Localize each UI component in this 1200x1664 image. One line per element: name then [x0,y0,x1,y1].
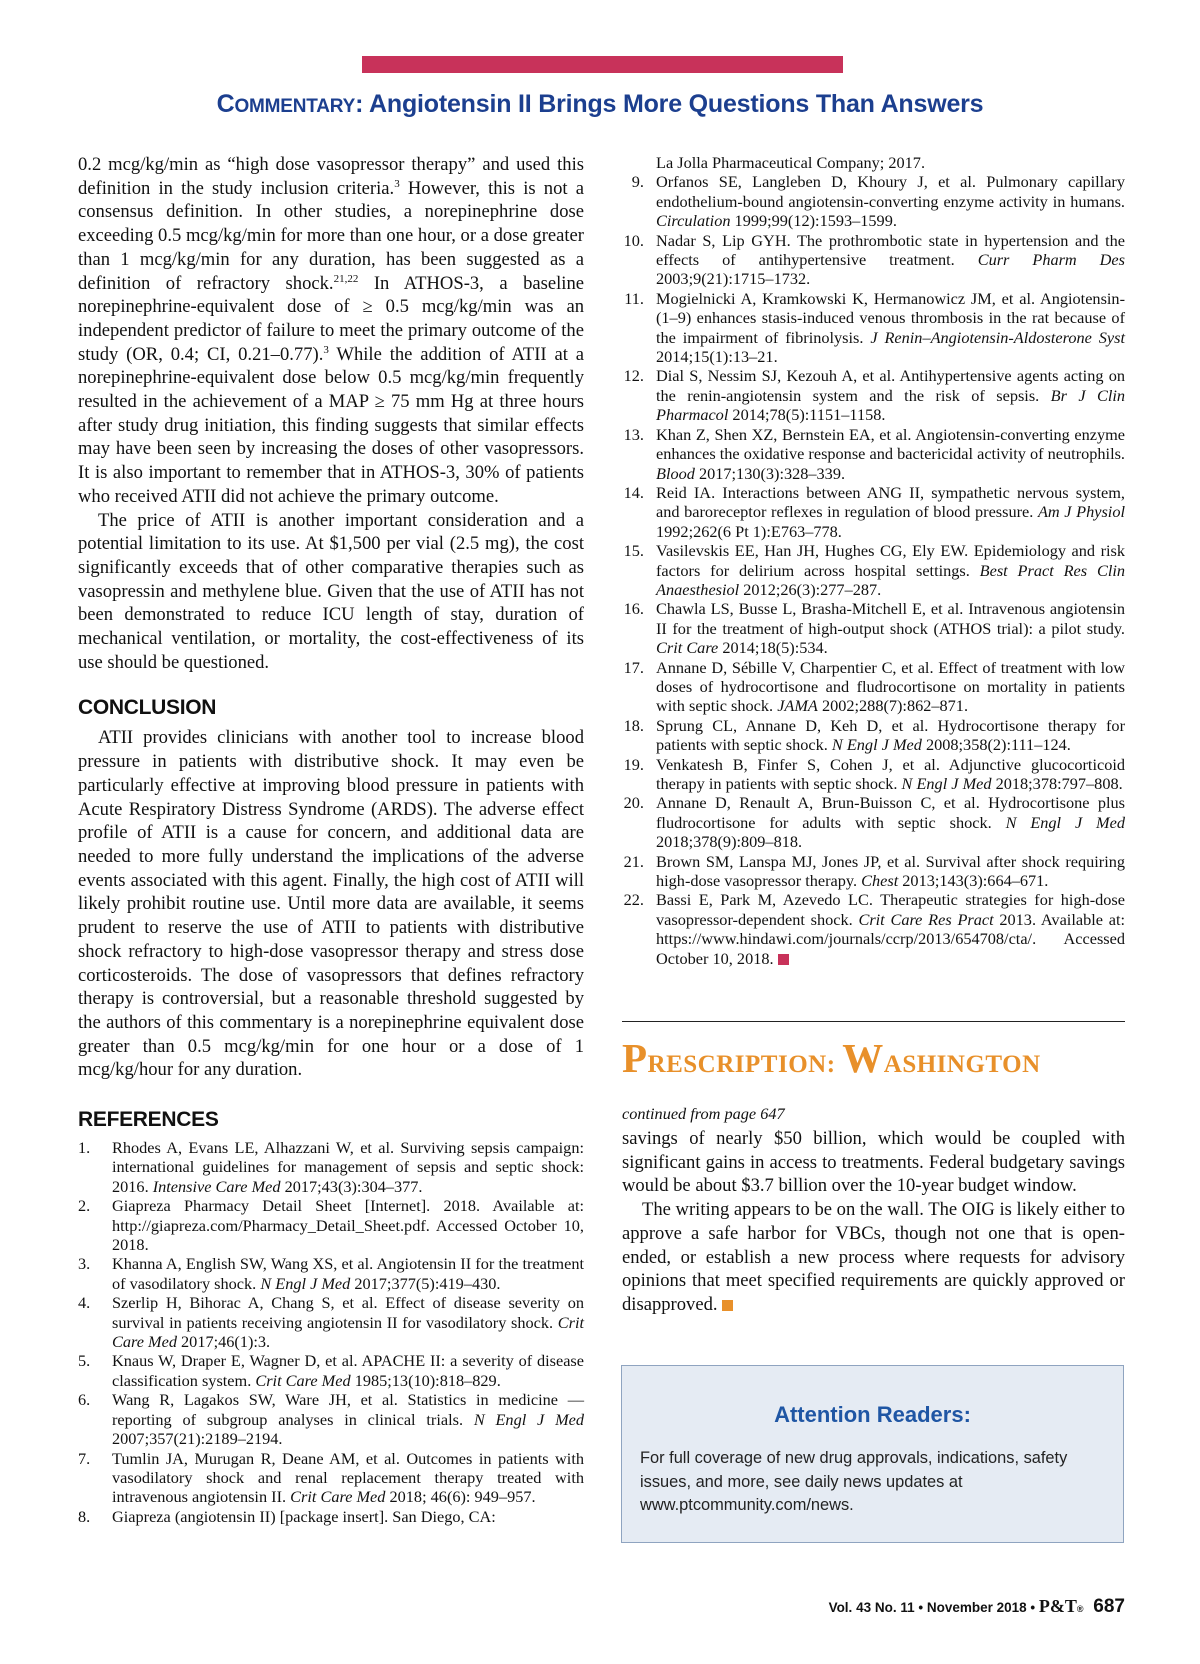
journal-name: P&T [1038,1596,1077,1616]
reference-item: 3. Khanna A, English SW, Wang XS, et al. Angiotensin II for the treatment of vasodilatory shock. N Engl J Med 2017;377(5):419–430. [78,1254,584,1293]
attention-text: For full coverage of new drug approvals, indications, safety issues, and more, see daily news updates at www.ptcommunity.com/news. [640,1449,1068,1514]
left-column [78,153,584,1526]
reference-item: 19. Venkatesh B, Finfer S, Cohen J, et al. Adjunctive glucocorticoid therapy in patients with septic shock. N Engl J Med 2018;378:797–808. [623,754,1125,793]
end-of-article-square-icon [778,954,789,965]
end-of-article-square-icon [722,1300,733,1311]
reference-item: 15. Vasilevskis EE, Han JH, Hughes CG, Ely EW. Epidemiology and risk factors for delirium across hospital settings. Best Pract Res Clin Anaesthesiol 2012;26(3):277–287. [623,541,1126,599]
page-number: 687 [1093,1596,1125,1617]
reference-item: 2. Giapreza Pharmacy Detail Sheet [Internet]. 2018. Available at: http://giapreza.com/Pharmacy_Detail_Sheet.pdf. Accessed October 10, 2018. [78,1196,584,1255]
conclusion-paragraph: ATII provides clinicians with another tool to increase blood pressure in patients with distributive shock. It may even be particularly effective at improving blood pressure in patients with Acute Respiratory Distress Syndrome (ARDS). The adverse effect profile of ATII is a cause for concern, and additional data are needed to more fully understand the implications of the adverse events associated with this agent. Finally, the high cost of ATII will likely prohibit routine use. Until more data are available, it seems prudent to reserve the use of ATII to patients with distributive shock refractory to high-dose vasopressor therapy and stress dose corticosteroids. The dose of vasopressors that defines refractory therapy is controversial, but a reasonable threshold suggested by the authors of this commentary is a norepinephrine equivalent dose greater than 0.5 mcg/kg/min for one hour or a dose of 1 mcg/kg/hour for any duration. [78,727,584,1081]
registered-mark: ® [1076,1604,1084,1614]
reference-item: 7. Tumlin JA, Murugan R, Deane AM, et al. Outcomes in patients with vasodilatory shock and renal replacement therapy treated with intravenous angiotensin II. Crit Care Med 2018; 46(6): 949–957. [78,1448,584,1507]
reference-item: 13. Khan Z, Shen XZ, Bernstein EA, et al. Angiotensin-converting enzyme enhances the oxidative response and bactericidal activity of neutrophils. Blood 2017;130(3):328–339. [623,424,1125,483]
body-paragraph: savings of nearly $50 billion, which would be coupled with significant gains in access to treatments. Federal budgetary savings would be about $3.7 billion over the 10-year budget window. [622,1128,1125,1197]
accent-bar [362,56,843,73]
right-column [622,153,1125,968]
attention-heading: Attention Readers: [774,1402,971,1427]
reference-item: 4. Szerlip H, Bihorac A, Chang S, et al. Effect of disease severity on survival in patients receiving angiotensin II for vasodilatory shock. Crit Care Med 2017;46(1):3. [78,1293,584,1352]
body-paragraph: The price of ATII is another important consideration and a potential limitation to its use. At $1,500 per vial (2.5 mg), the cost significantly exceeds that of other comparative therapies such as vasopressin and methylene blue. Given that the use of ATII has not been demonstrated to reduce ICU length of stay, duration of mechanical ventilation, or mortality, the cost-effectiveness of its use should be questioned. [78,509,584,673]
reference-item: 10. Nadar S, Lip GYH. The prothrombotic state in hypertension and the effects of antihypertensive treatment. Curr Pharm Des 2003;9(21):1715–1732. [623,230,1125,289]
reference-item: 20. Annane D, Renault A, Brun-Buisson C, et al. Hydrocortisone plus fludrocortisone for adults with septic shock. N Engl J Med 2018;378(9):809–818. [623,793,1125,852]
reference-item: 14. Reid IA. Interactions between ANG II, sympathetic nervous system, and baroreceptor reflexes in regulation of blood pressure. Am J Physiol 1992;262(6 Pt 1):E763–778. [623,482,1125,541]
references-heading: REFERENCES [78,1108,219,1132]
page-footer [829,1596,1125,1618]
body-paragraph: 0.2 mcg/kg/min as “high dose vasopressor therapy” and used this definition in the study inclusion criteria.$^3$ However, this is not a consensus definition. In other studies, a norepinephrine dose exceeding 0.5 mcg/kg/min for more than one hour, or a dose greater than 1 mcg/kg/min for any duration, has been suggested as a definition of refractory shock.$^{21,22}$ In ATHOS-3, a baseline norepinephrine-equivalent dose of ≥ 0.5 mcg/kg/min was an independent predictor of failure to meet the primary outcome of the study (OR, 0.4; CI, 0.21–0.77).$^3$ While the addition of ATII at a norepinephrine-equivalent dose below 0.5 mcg/kg/min frequently resulted in the achievement of a MAP ≥ 75 mm Hg at three hours after study drug initiation, this finding suggests that similar effects may have been seen by increasing the doses of other vasopressors. It is also important to remember that in ATHOS-3, 30% of patients who received ATII did not achieve the primary outcome. [78,154,585,507]
prescription-washington-title: PRESCRIPTION: WASHINGTON [622,1035,1041,1081]
conclusion-heading: CONCLUSION [78,696,217,720]
attention-readers-box [621,1365,1124,1543]
reference-item: 6. Wang R, Lagakos SW, Ware JH, et al. Statistics in medicine — reporting of subgroup analyses in clinical trials. N Engl J Med 2007;357(21):2189–2194. [78,1390,584,1449]
reference-item: 9. Orfanos SE, Langleben D, Khoury J, et al. Pulmonary capillary endothelium-bound angiotensin-converting enzyme activity in humans. Circulation 1999;99(12):1593–1599. [631,172,1125,231]
reference-item: 1. Rhodes A, Evans LE, Alhazzani W, et al. Surviving sepsis campaign: international guidelines for management of sepsis and septic shock: 2016. Intensive Care Med 2017;43(3):304–377. [78,1138,584,1196]
reference-item: 21. Brown SM, Lanspa MJ, Jones JP, et al. Survival after shock requiring high-dose vasopressor therapy. Chest 2013;143(3):664–671. [623,851,1125,891]
reference-item: 11. Mogielnicki A, Kramkowski K, Hermanowicz JM, et al. Angiotensin-(1–9) enhances stasis-induced venous thrombosis in the rat because of the impairment of fibrinolysis. J Renin–Angiotensin-Aldosterone Syst 2014;15(1):13–21. [624,288,1125,367]
issue-info: Vol. 43 No. 11 • November 2018 • [828,1600,1036,1615]
reference-list-right [622,153,1125,968]
continued-note: continued from page 647 [622,1104,785,1123]
running-head-label-initial: C [216,90,235,118]
reference-item: 5. Knaus W, Draper E, Wagner D, et al. APACHE II: a severity of disease classification system. Crit Care Med 1985;13(10):818–829. [78,1351,584,1390]
reference-item: 8. Giapreza (angiotensin II) [package insert]. San Diego, CA: [78,1506,496,1526]
running-head [0,90,1200,119]
section-divider [622,1021,1125,1022]
reference-list-left [78,1138,584,1526]
reference-item: 22. Bassi E, Park M, Azevedo LC. Therapeutic strategies for high-dose vasopressor-dependent shock. Crit Care Res Pract 2013. Available at: https://www.hindawi.com/journals/ccrp/2013/654708/cta/. Accessed October 10, 2018. [623,890,1125,968]
reference-item: 12. Dial S, Nessim SJ, Kezouh A, et al. Antihypertensive agents acting on the renin-angiotensin system and the risk of sepsis. Br J Clin Pharmacol 2014;78(5):1151–1158. [623,366,1126,425]
body-paragraph: The writing appears to be on the wall. The OIG is likely either to approve a safe harbor for VBCs, though not one that is open-ended, or establish a new process where requests for advisory opinions that meet specified requirements are quickly approved or disapproved. [622,1199,1125,1315]
reference-item: 17. Annane D, Sébille V, Charpentier C, et al. Effect of treatment with low doses of hydrocortisone and fludrocortisone on mortality in patients with septic shock. JAMA 2002;288(7):862–871. [623,657,1125,716]
prescription-body [622,1127,1125,1317]
running-head-label-rest: OMMENTARY [234,96,356,117]
reference-item: 16. Chawla LS, Busse L, Brasha-Mitchell E, et al. Intravenous angiotensin II for the treatment of high-output shock (ATHOS trial): a pilot study. Crit Care 2014;18(5):534. [623,599,1125,658]
running-head-title: : Angiotensin II Brings More Questions Than Answers [355,90,984,118]
reference-item: 18. Sprung CL, Annane D, Keh D, et al. Hydrocortisone therapy for patients with septic shock. N Engl J Med 2008;358(2):111–124. [623,715,1125,755]
reference-item-continued: La Jolla Pharmaceutical Company; 2017. [656,153,926,172]
